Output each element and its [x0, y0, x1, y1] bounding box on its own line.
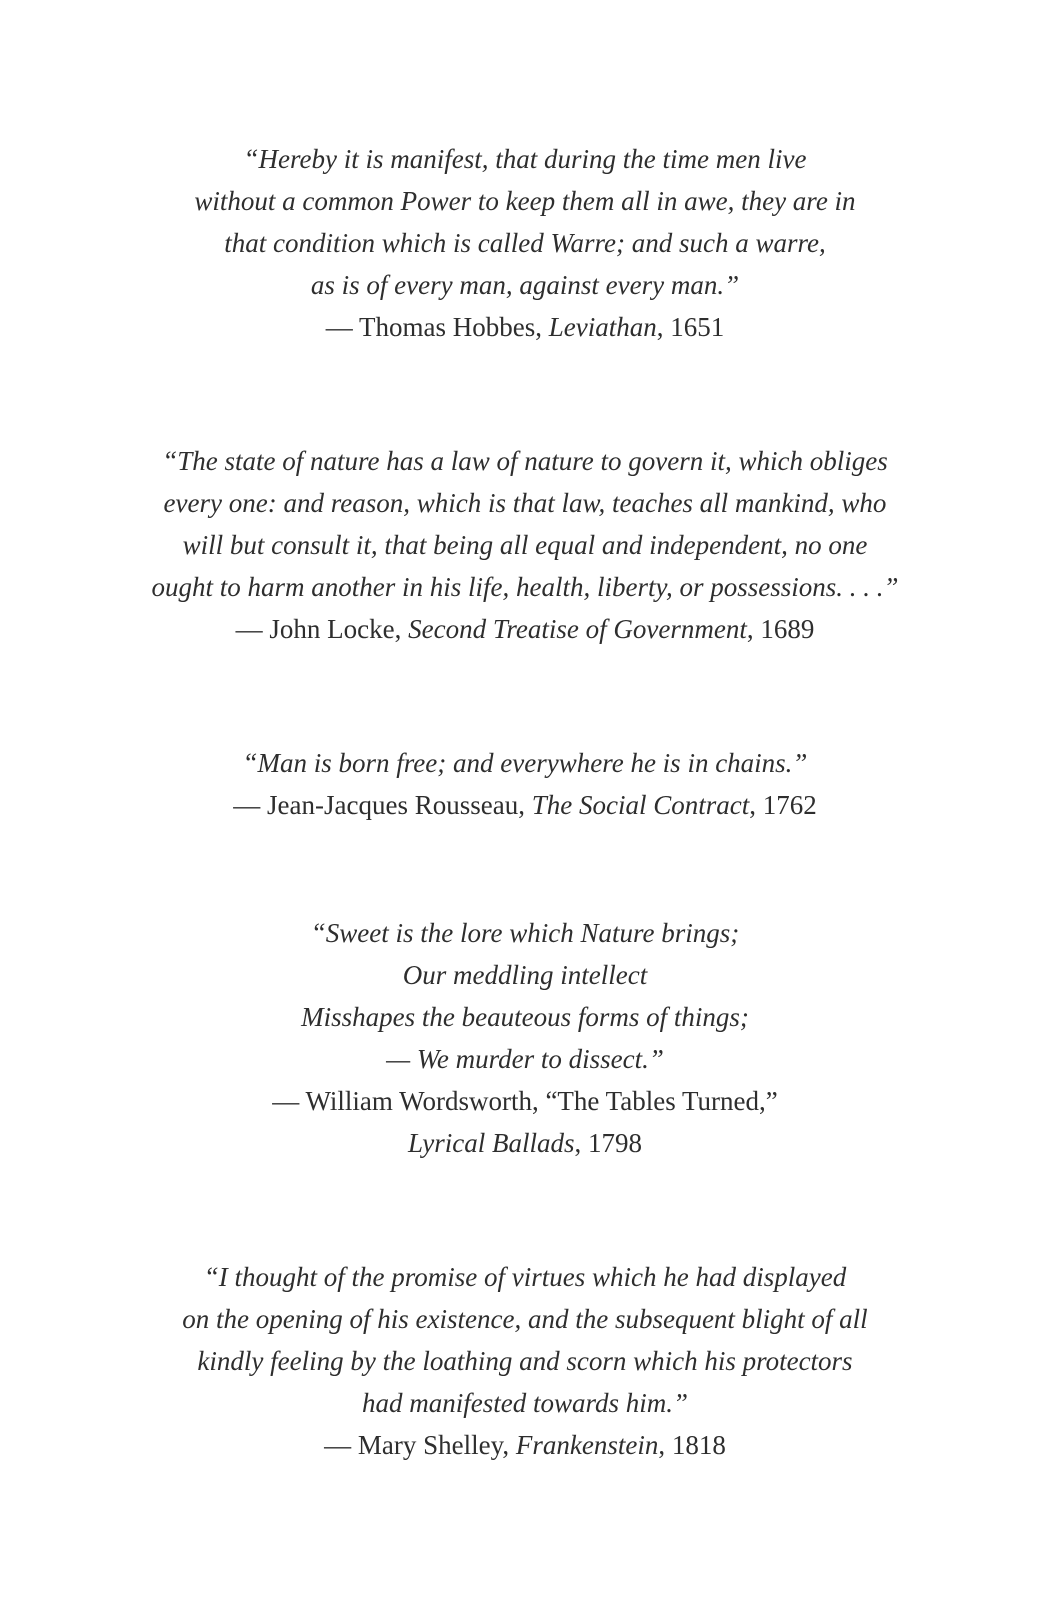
attribution: [0, 784, 1050, 826]
quote-line: had manifested towards him.”: [361, 1388, 689, 1418]
attribution-work-title: Lyrical Ballads: [408, 1128, 575, 1158]
quote-line: every one: and reason, which is that law, teaches all mankind, who: [163, 488, 887, 518]
attribution-author: — Thomas Hobbes,: [325, 312, 549, 342]
epigraph-rousseau: [0, 742, 1050, 826]
quote-line: “Hereby it is manifest, that during the time men live: [243, 144, 807, 174]
attribution: [0, 1424, 1050, 1466]
quote-line: as is of every man, against every man.”: [310, 270, 740, 300]
attribution-author: — John Locke,: [235, 614, 409, 644]
quote-line: “The state of nature has a law of nature to govern it, which obliges: [162, 446, 888, 476]
epigraph-shelley: [0, 1256, 1050, 1466]
attribution: [0, 306, 1050, 348]
attribution-year: , 1798: [574, 1128, 642, 1158]
quote-line: “Man is born free; and everywhere he is in chains.”: [242, 748, 808, 778]
quote-line: “Sweet is the lore which Nature brings;: [310, 918, 740, 948]
quote-line: Our meddling intellect: [402, 960, 648, 990]
quote-line: that condition which is called Warre; and such a warre,: [224, 228, 826, 258]
quote-line: without a common Power to keep them all in awe, they are in: [194, 186, 856, 216]
epigraph-locke: [0, 440, 1050, 650]
attribution: [0, 608, 1050, 650]
epigraph-hobbes: [0, 138, 1050, 348]
quote-line: ought to harm another in his life, health, liberty, or possessions. . . .”: [151, 572, 899, 602]
attribution-year: , 1689: [746, 614, 815, 644]
attribution-year: , 1651: [656, 312, 725, 342]
epigraph-wordsworth: [0, 912, 1050, 1164]
attribution-work-title: Frankenstein: [515, 1430, 659, 1460]
attribution-work-title: Leviathan: [548, 312, 657, 342]
attribution-year: , 1762: [749, 790, 817, 820]
quote-line: will but consult it, that being all equal and independent, no one: [182, 530, 868, 560]
attribution-work-title: Second Treatise of Government: [408, 614, 747, 644]
attribution-year: , 1818: [658, 1430, 726, 1460]
attribution: [0, 1122, 1050, 1164]
attribution-author: — Jean-Jacques Rousseau,: [233, 790, 532, 820]
attribution-author: — William Wordsworth, “The Tables Turned,”: [272, 1086, 778, 1116]
quote-line: — We murder to dissect.”: [386, 1044, 664, 1074]
quote-line: “I thought of the promise of virtues which he had displayed: [203, 1262, 847, 1292]
quote-line: on the opening of his existence, and the subsequent blight of all: [182, 1304, 868, 1334]
quote-line: kindly feeling by the loathing and scorn which his protectors: [197, 1346, 853, 1376]
attribution-author: — Mary Shelley,: [324, 1430, 516, 1460]
quote-line: Misshapes the beauteous forms of things;: [301, 1002, 749, 1032]
attribution-work-title: The Social Contract: [531, 790, 750, 820]
